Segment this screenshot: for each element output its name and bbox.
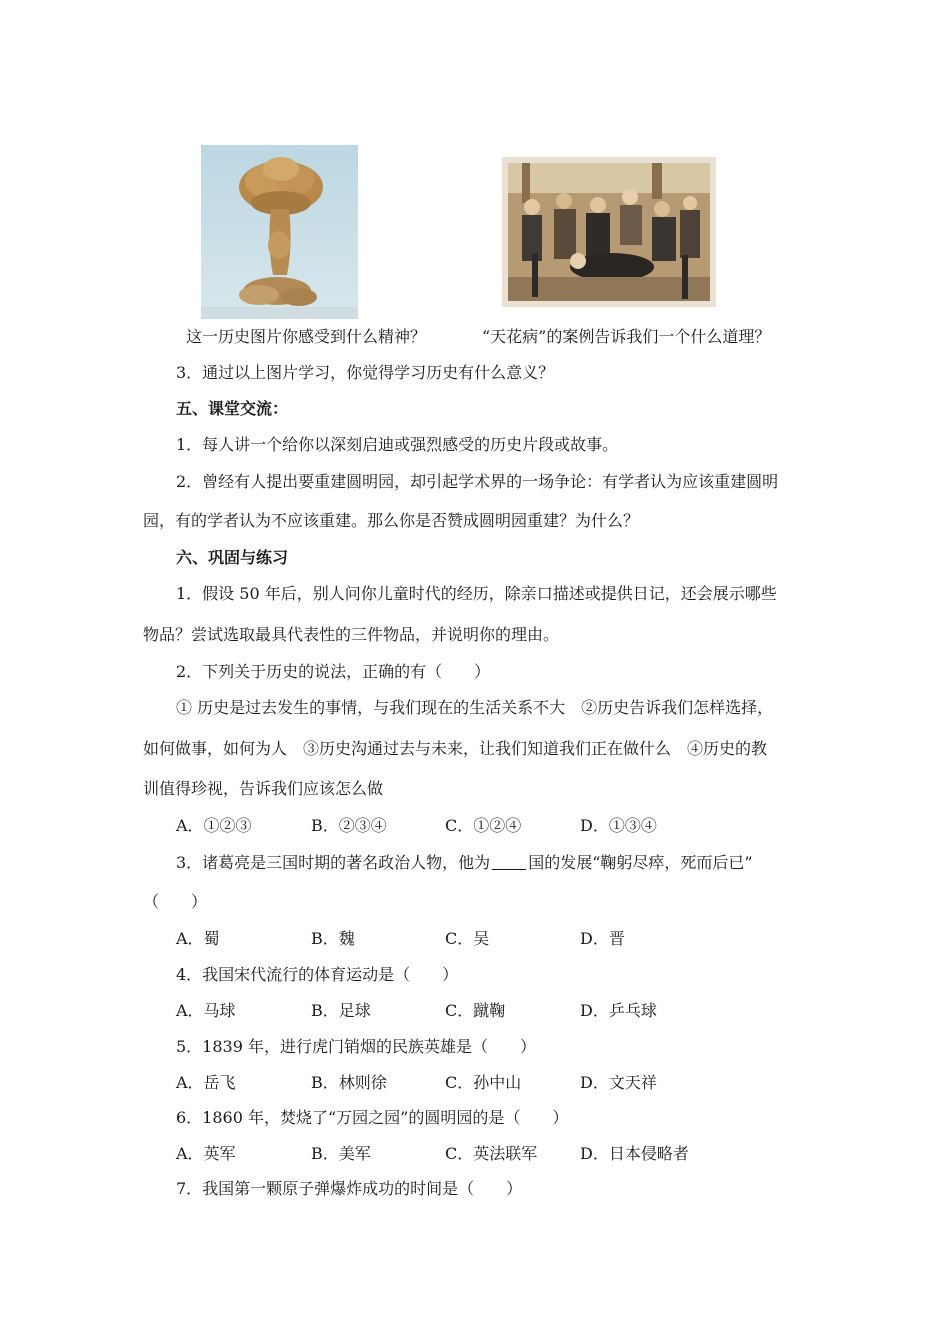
left-image-caption: 这一历史图片你感受到什么精神？: [186, 327, 427, 346]
question-3-option-b: B．魏: [311, 929, 355, 948]
question-2-statements-line-1: ① 历史是过去发生的事情，与我们现在的生活关系不大 ②历史告诉我们怎样选择，: [176, 698, 774, 717]
question-3-stem: [176, 853, 753, 873]
question-1-line-2: 物品？尝试选取最具代表性的三件物品，并说明你的理由。: [143, 625, 560, 644]
section-5-item-1: 1．每人讲一个给你以深刻启迪或强烈感受的历史片段或故事。: [176, 435, 619, 454]
question-6-stem: 6．1860 年，焚烧了“万园之园”的圆明园的是（ ）: [176, 1108, 569, 1127]
question-3-option-a: A．蜀: [176, 929, 220, 948]
question-2-option-c: C．①②④: [445, 816, 522, 835]
question-2-statements-line-3: 训值得珍视，告诉我们应该怎么做: [143, 779, 384, 798]
question-4-option-b: B．足球: [311, 1001, 371, 1020]
section-6-title: 六、巩固与练习: [176, 548, 289, 567]
question-2-option-b: B．②③④: [311, 816, 387, 835]
right-image-caption: “天花病”的案例告诉我们一个什么道理？: [482, 327, 771, 346]
question-4-option-a: A．马球: [176, 1001, 236, 1020]
question-6-option-b: B．美军: [311, 1144, 371, 1163]
question-3-intro: 3．通过以上图片学习，你觉得学习历史有什么意义？: [176, 363, 555, 382]
question-5-option-c: C．孙中山: [445, 1073, 522, 1092]
question-2-stem: 2．下列关于历史的说法，正确的有（ ）: [176, 662, 491, 681]
question-6-option-a: A．英军: [176, 1144, 236, 1163]
question-1-line-1: 1．假设 50 年后，别人问你儿童时代的经历，除亲口描述或提供日记，还会展示哪些: [176, 584, 777, 603]
mushroom-cloud-photo: [201, 145, 358, 319]
question-4-option-c: C．蹴鞠: [445, 1001, 506, 1020]
section-5-item-2-line-1: 2．曾经有人提出要重建圆明园，却引起学术界的一场争论：有学者认为应该重建圆明: [176, 472, 779, 491]
question-2-option-a: A．①②③: [176, 816, 252, 835]
question-3-blank: [492, 853, 526, 870]
section-5-title: 五、课堂交流：: [176, 399, 289, 418]
question-4-option-d: D．乒乓球: [580, 1001, 657, 1020]
question-4-stem: 4．我国宋代流行的体育运动是（ ）: [176, 965, 459, 984]
question-3-stem-start: 3．诸葛亮是三国时期的著名政治人物，他为: [176, 853, 491, 872]
question-6-option-d: D．日本侵略者: [580, 1144, 689, 1163]
question-3-stem-end: 国的发展“鞠躬尽瘁，死而后已”: [528, 853, 753, 872]
question-2-statements-line-2: 如何做事，如何为人 ③历史沟通过去与未来，让我们知道我们正在做什么 ④历史的教: [143, 739, 768, 758]
question-3-option-c: C．吴: [445, 929, 490, 948]
question-3-answer-paren: （ ）: [143, 892, 208, 911]
question-5-stem: 5．1839 年，进行虎门销烟的民族英雄是（ ）: [176, 1037, 536, 1056]
question-5-option-a: A．岳飞: [176, 1073, 236, 1092]
question-7-stem: 7．我国第一颗原子弹爆炸成功的时间是（ ）: [176, 1179, 523, 1198]
question-3-option-d: D．晋: [580, 929, 625, 948]
question-5-option-b: B．林则徐: [311, 1073, 387, 1092]
question-5-option-d: D．文天祥: [580, 1073, 657, 1092]
question-6-option-c: C．英法联军: [445, 1144, 538, 1163]
question-2-option-d: D．①③④: [580, 816, 657, 835]
smallpox-case-illustration: [502, 157, 716, 307]
section-5-item-2-line-2: 园，有的学者认为不应该重建。那么你是否赞成圆明园重建？为什么？: [143, 511, 640, 530]
